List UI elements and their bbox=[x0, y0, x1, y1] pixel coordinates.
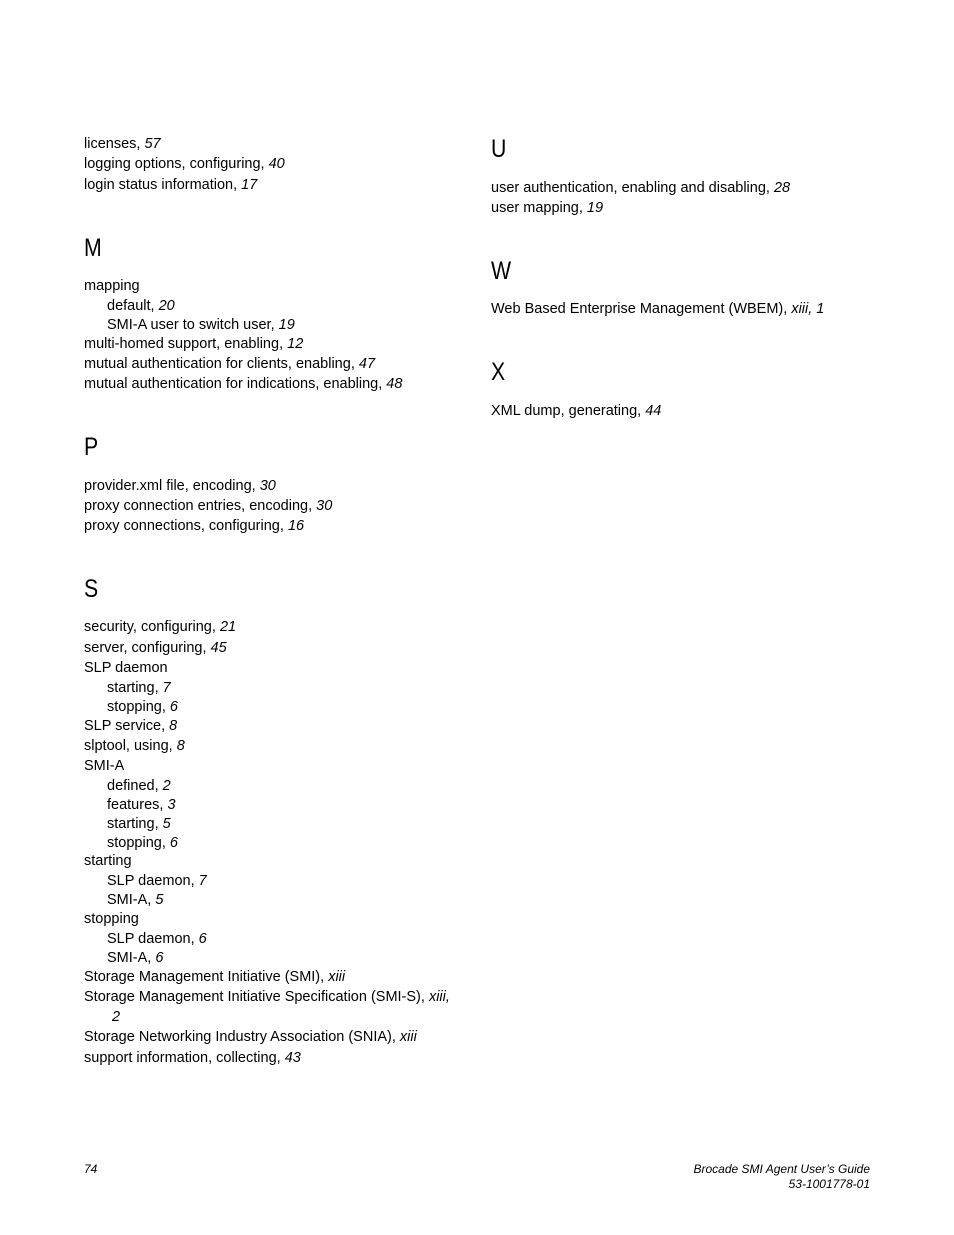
section-heading-x: X bbox=[491, 358, 506, 386]
index-entry: security, configuring, 21 bbox=[84, 619, 237, 635]
index-subentry: SMI-A user to switch user, 19 bbox=[107, 317, 295, 333]
index-entry: licenses, 57 bbox=[84, 136, 161, 152]
index-entry: slptool, using, 8 bbox=[84, 738, 185, 754]
index-entry: support information, collecting, 43 bbox=[84, 1050, 301, 1066]
page-number: 74 bbox=[84, 1162, 98, 1176]
index-subentry: stopping, 6 bbox=[107, 835, 178, 851]
index-entry: SMI-A bbox=[84, 758, 125, 774]
index-subentry: defined, 2 bbox=[107, 778, 171, 794]
index-entry: Storage Networking Industry Association (SNIA), xiii bbox=[84, 1029, 417, 1045]
index-subentry: SMI-A, 6 bbox=[107, 950, 164, 966]
index-subentry: SLP daemon, 7 bbox=[107, 873, 207, 889]
index-subentry: features, 3 bbox=[107, 797, 176, 813]
section-heading-p: P bbox=[84, 433, 99, 461]
index-entry: login status information, 17 bbox=[84, 177, 258, 193]
index-entry: proxy connections, configuring, 16 bbox=[84, 518, 305, 534]
index-entry: XML dump, generating, 44 bbox=[491, 403, 662, 419]
index-entry: server, configuring, 45 bbox=[84, 640, 227, 656]
section-heading-u: U bbox=[491, 135, 507, 163]
index-subentry: stopping, 6 bbox=[107, 699, 178, 715]
index-entry: Storage Management Initiative (SMI), xiii bbox=[84, 969, 346, 985]
index-entry: Web Based Enterprise Management (WBEM), xiii, 1 bbox=[491, 301, 825, 317]
doc-number: 53-1001778-01 bbox=[788, 1177, 870, 1191]
index-entry: SLP service, 8 bbox=[84, 718, 178, 734]
index-entry: mapping bbox=[84, 278, 140, 294]
index-entry: provider.xml file, encoding, 30 bbox=[84, 478, 276, 494]
section-heading-s: S bbox=[84, 575, 99, 603]
index-entry: stopping bbox=[84, 911, 139, 927]
index-entry: user mapping, 19 bbox=[491, 200, 604, 216]
index-subentry: SLP daemon, 6 bbox=[107, 931, 207, 947]
index-entry: user authentication, enabling and disabling, 28 bbox=[491, 180, 791, 196]
section-heading-w: W bbox=[491, 257, 512, 285]
index-subentry: starting, 7 bbox=[107, 680, 171, 696]
index-subentry: starting, 5 bbox=[107, 816, 171, 832]
section-heading-m: M bbox=[84, 234, 102, 262]
guide-title: Brocade SMI Agent User’s Guide bbox=[693, 1162, 870, 1176]
index-entry: starting bbox=[84, 853, 132, 869]
index-entry: SLP daemon bbox=[84, 660, 168, 676]
index-entry: multi-homed support, enabling, 12 bbox=[84, 336, 304, 352]
index-subentry: SMI-A, 5 bbox=[107, 892, 164, 908]
index-entry: mutual authentication for indications, enabling, 48 bbox=[84, 376, 403, 392]
index-entry: proxy connection entries, encoding, 30 bbox=[84, 498, 333, 514]
index-entry: logging options, configuring, 40 bbox=[84, 156, 285, 172]
index-subentry: default, 20 bbox=[107, 298, 175, 314]
index-entry-continuation: 2 bbox=[112, 1009, 121, 1025]
index-entry: mutual authentication for clients, enabling, 47 bbox=[84, 356, 376, 372]
index-entry: Storage Management Initiative Specification (SMI-S), xiii, bbox=[84, 989, 450, 1005]
